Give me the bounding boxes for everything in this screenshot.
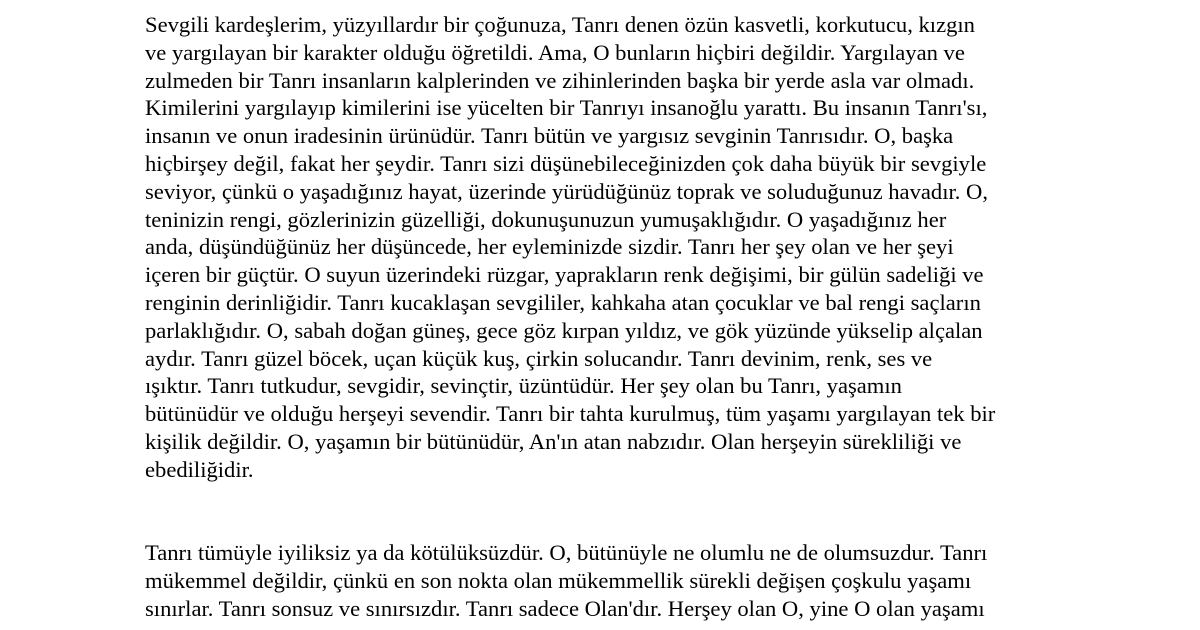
text-line: Kimilerini yargılayıp kimilerini ise yücelten bir Tanrıyı insanoğlu yarattı. Bu insanın Tanrı'sı, — [145, 95, 988, 121]
text-line: parlaklığıdır. O, sabah doğan güneş, gece göz kırpan yıldız, ve gök yüzünde yükselip alçalan — [145, 317, 983, 343]
text-line: zulmeden bir Tanrı insanların kalplerinden ve zihinlerinden başka bir yerde asla var olmadı. — [145, 67, 975, 93]
text-line: sınırlar. Tanrı sonsuz ve sınırsızdır. Tanrı sadece Olan'dır. Herşey olan O, yine O olan yaşamı — [145, 595, 985, 621]
text-line: içeren bir güçtür. O suyun üzerindeki rüzgar, yaprakların renk değişimi, bir gülün sadeliği ve — [145, 262, 984, 288]
text-line: Tanrı tümüyle iyiliksiz ya da kötülüksüzdür. O, bütünüyle ne olumlu ne de olumsuzdur. Tanrı — [145, 540, 988, 566]
text-line: bütünüdür ve olduğu herşeyi sevendir. Tanrı bir tahta kurulmuş, tüm yaşamı yargılayan tek bir — [145, 401, 996, 427]
text-line: kişilik değildir. O, yaşamın bir bütünüdür, An'ın atan nabzıdır. Olan herşeyin sürekliliği ve — [145, 428, 962, 454]
text-line: renginin derinliğidir. Tanrı kucaklaşan sevgililer, kahkaha atan çocuklar ve bal rengi saçların — [145, 289, 981, 315]
text-line: ebediliğidir. — [145, 456, 254, 482]
text-line: mükemmel değildir, çünkü en son nokta olan mükemmellik sürekli değişen çoşkulu yaşamı — [145, 567, 972, 593]
text-line: aydır. Tanrı güzel böcek, uçan küçük kuş, çirkin solucandır. Tanrı devinim, renk, ses ve — [145, 345, 933, 371]
text-line: Sevgili kardeşlerim, yüzyıllardır bir çoğunuza, Tanrı denen özün kasvetli, korkutucu, kızgın — [145, 12, 975, 37]
paragraph-2 — [145, 539, 1065, 622]
paragraph-1 — [145, 11, 1065, 484]
text-line: insanın ve onun iradesinin ürünüdür. Tanrı bütün ve yargısız sevginin Tanrısıdır. O, başka — [145, 123, 954, 149]
text-line: ve yargılayan bir karakter olduğu öğretildi. Ama, O bunların hiçbiri değildir. Yargılayan ve — [145, 39, 965, 65]
text-line: anda, düşündüğünüz her düşüncede, her eyleminizde sizdir. Tanrı her şey olan ve her şeyi — [145, 234, 954, 260]
text-line: ışıktır. Tanrı tutkudur, sevgidir, sevinçtir, üzüntüdür. Her şey olan bu Tanrı, yaşamın — [145, 373, 902, 399]
text-line: teninizin rengi, gözlerinizin güzelliği, dokunuşunuzun yumuşaklığıdır. O yaşadığınız her — [145, 206, 947, 232]
document-body — [145, 11, 1065, 623]
text-line: seviyor, çünkü o yaşadığınız hayat, üzerinde yürüdüğünüz toprak ve soluduğunuz havadır. O, — [145, 178, 989, 204]
text-line: hiçbirşey değil, fakat her şeydir. Tanrı sizi düşünebileceğinizden çok daha büyük bir sevgiyle — [145, 150, 987, 176]
